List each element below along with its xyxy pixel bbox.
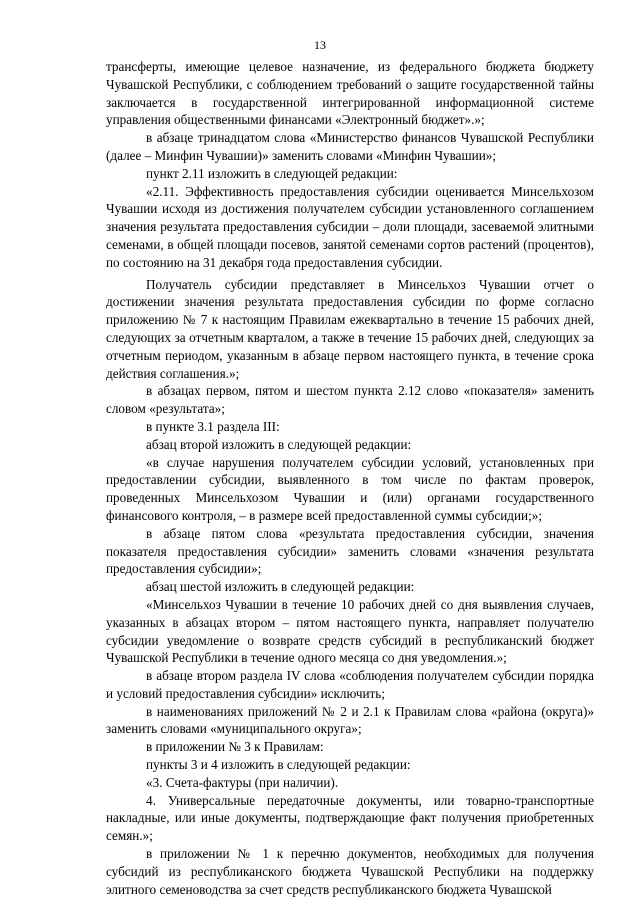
paragraph: трансферты, имеющие целевое назначение, из федерального бюджета бюджету Чувашской Республики, с соблюдением требований о защите государственной тайны заключается в государственной интегрированной информационной системе управления общественными финансами «Электронный бюджет».»; (106, 59, 594, 128)
paragraph: Получатель субсидии представляет в Минсельхоз Чувашии отчет о достижении значения результата предоставления субсидии по форме согласно приложению № 7 к настоящим Правилам ежеквартально в течение 15 рабочих дней, следующих за отчетным кварталом, а также в течение 15 рабочих дней, следующих за отчетным периодом, указанным в абзаце первом настоящего пункта, в течение срока действия соглашения.»; (106, 276, 594, 381)
paragraph: в приложении № 3 к Правилам: (146, 739, 324, 755)
paragraph: в абзаце пятом слова «результата предоставления субсидии, значения показателя предоставления субсидии» заменить словами «значения результата предоставления субсидии»; (106, 525, 594, 577)
paragraph: в абзацах первом, пятом и шестом пункта 2.12 слово «показателя» заменить словом «результата»; (106, 383, 594, 417)
paragraph: пункт 2.11 изложить в следующей редакции: (146, 165, 398, 181)
paragraph: в абзаце втором раздела IV слова «соблюдения получателем субсидии порядка и условий предоставления субсидии» исключить; (106, 668, 594, 701)
paragraph: «2.11. Эффективность предоставления субсидии оценивается Минсельхозом Чувашии исходя из достижения получателем субсидии установленного соглашением значения результата предоставления субсидии – доли площади, засеваемой элитными семенами, в общей площади посевов, занятой семенами сортов растений (процентов), по состоянию на 31 декабря года предоставления субсидии. (106, 183, 594, 270)
paragraph: в пункте 3.1 раздела III: (146, 418, 280, 434)
paragraph: «Минсельхоз Чувашии в течение 10 рабочих дней со дня выявления случаев, указанных в абзацах втором – пятом настоящего пункта, направляет получателю субсидии уведомление о возврате средств субсидий в республиканский бюджет Чувашской Республики в течение одного месяца со дня уведомления.»; (106, 596, 594, 666)
paragraph: в приложении № 1 к перечню документов, необходимых для получения субсидий из республиканского бюджета Чувашской Республики на поддержку элитного семеноводства за счет средств республиканского бюджета Чувашской (106, 846, 594, 897)
document-body (106, 58, 594, 898)
paragraph: абзац шестой изложить в следующей редакции: (146, 579, 415, 595)
paragraph: «3. Счета-фактуры (при наличии). (146, 774, 339, 790)
paragraph: в наименованиях приложений № 2 и 2.1 к Правилам слова «района (округа)» заменить словами «муниципального округа»; (106, 703, 594, 737)
paragraph: в абзаце тринадцатом слова «Министерство финансов Чувашской Республики (далее – Минфин Чувашии)» заменить словами «Минфин Чувашии»; (106, 130, 594, 163)
paragraph: абзац второй изложить в следующей редакции: (146, 436, 412, 452)
paragraph: «в случае нарушения получателем субсидии условий, установленных при предоставлении субсидии, выявленного в том числе по фактам проверок, проведенных Минсельхозом Чувашии и (или) органами государственного финансового контроля, – в размере всей предоставленной суммы субсидии;»; (106, 454, 594, 523)
page-number: 13 (314, 38, 326, 52)
paragraph: 4. Универсальные передаточные документы, или товарно-транспортные накладные, или иные документы, подтверждающие факт получения приобретенных семян.»; (106, 792, 594, 844)
paragraph: пункты 3 и 4 изложить в следующей редакции: (146, 757, 411, 773)
